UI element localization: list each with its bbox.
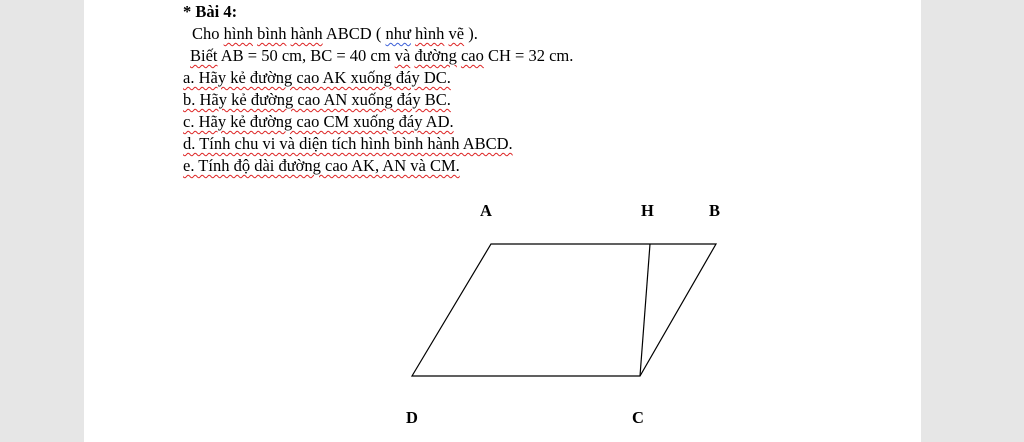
- task-item-b: b. Hãy kẻ đường cao AN xuống đáy BC.: [183, 90, 451, 109]
- exercise-intro: Cho hình bình hành ABCD ( như hình vẽ ).: [192, 24, 478, 43]
- vertex-label-d: D: [406, 408, 418, 427]
- vertex-label-c: C: [632, 408, 644, 427]
- parallelogram-abcd: [412, 244, 716, 376]
- task-item-d: d. Tính chu vi và diện tích hình bình hành ABCD.: [183, 134, 513, 153]
- vertex-label-b: B: [709, 201, 721, 220]
- exercise-title: * Bài 4:: [183, 2, 238, 21]
- exercise-given: Biết AB = 50 cm, BC = 40 cm và đường cao CH = 32 cm.: [190, 46, 574, 65]
- task-item-a: a. Hãy kẻ đường cao AK xuống đáy DC.: [183, 68, 451, 87]
- vertex-label-a: A: [480, 201, 492, 220]
- point-label-h: H: [641, 201, 654, 220]
- task-item-e: e. Tính độ dài đường cao AK, AN và CM.: [183, 156, 460, 175]
- task-item-c: c. Hãy kẻ đường cao CM xuống đáy AD.: [183, 112, 454, 131]
- altitude-ch: [640, 244, 650, 376]
